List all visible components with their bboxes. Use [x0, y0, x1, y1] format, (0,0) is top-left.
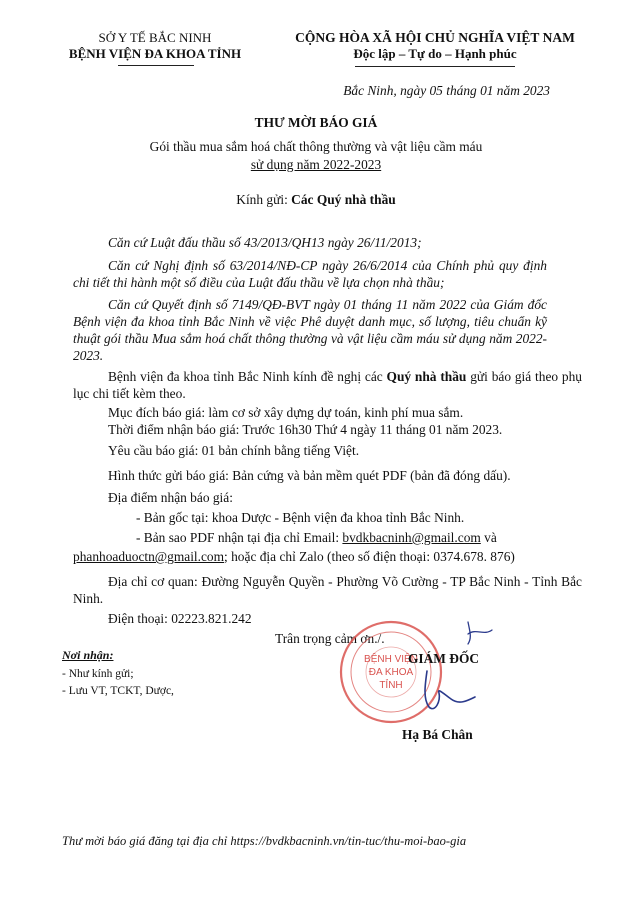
letter-subtitle-1: Gói thầu mua sắm hoá chất thông thường và vật liệu cầm máu [149, 139, 483, 154]
phone-line: Điện thoại: 02223.821.242 [108, 611, 252, 626]
letter-title: THƯ MỜI BÁO GIÁ [254, 115, 378, 130]
zalo-text: ; hoặc địa chỉ Zalo (theo số điện thoại: 0374.678. 876) [224, 549, 515, 564]
header-left [40, 30, 270, 62]
original-line: - Bản gốc tại: khoa Dược - Bệnh viện đa khoa tỉnh Bắc Ninh. [136, 510, 465, 525]
address-text: Địa chỉ cơ quan: Đường Nguyễn Quyền - Phường Võ Cường - TP Bắc Ninh - Tỉnh Bắc Ninh. [73, 574, 582, 606]
basis-3-text: Căn cứ Quyết định số 7149/QĐ-BVT ngày 01 tháng 11 năm 2022 của Giám đốc Bệnh viện đa khoa tỉnh Bắc Ninh về việc Phê duyệt danh mục, số lượng, tiêu chuẩn kỹ thuật gói thầu Mua sắm hoá chất thông thường và vật liệu cầm máu sử dụng năm 2022-2023. [73, 297, 547, 363]
national-title: CỘNG HÒA XÃ HỘI CHỦ NGHĨA VIỆT NAM [295, 30, 575, 45]
basis-2-text: Căn cứ Nghị định số 63/2014/NĐ-CP ngày 26/6/2014 của Chính phủ quy định chi tiết thi hành một số điều của Luật đấu thầu về lựa chọn nhà thầu; [73, 258, 547, 290]
greeting [0, 191, 632, 208]
header-left-rule [118, 65, 194, 66]
recipients-label [62, 648, 262, 663]
header-right [270, 30, 600, 62]
signer-name: Hạ Bá Chân [402, 727, 473, 742]
signature-icon [415, 665, 485, 715]
requirement-line: Yêu cầu báo giá: 01 bản chính bằng tiếng Việt. [108, 443, 360, 458]
basis-3 [73, 296, 547, 364]
purpose-line: Mục đích báo giá: làm cơ sở xây dựng dự toán, kinh phí mua sắm. [108, 405, 464, 420]
date-line: Bắc Ninh, ngày 05 tháng 01 năm 2023 [343, 83, 550, 98]
basis-1 [108, 234, 582, 251]
greeting-recipient: Các Quý nhà thầu [291, 192, 396, 207]
address-paragraph [73, 573, 582, 607]
request-part1: Bệnh viện đa khoa tỉnh Bắc Ninh kính đề nghị các [108, 369, 387, 384]
header-right-rule [355, 66, 515, 67]
pdf-and: và [480, 530, 497, 545]
greeting-prefix: Kính gửi: [236, 192, 292, 207]
recipient-line-1: - Như kính gửi; [62, 668, 134, 680]
letter-subtitle-2 [0, 156, 632, 173]
closing-line: Trân trọng cảm ơn./. [275, 631, 385, 646]
signer-role: GIÁM ĐỐC [408, 651, 480, 666]
pdf-paragraph-2 [73, 548, 593, 565]
basis-1-text: Căn cứ Luật đấu thầu số 43/2013/QH13 ngày 26/11/2013; [108, 235, 422, 250]
location-label: Địa điểm nhận báo giá: [108, 490, 233, 505]
footer-note: Thư mời báo giá đăng tại địa chỉ https://bvdkbacninh.vn/tin-tuc/thu-moi-bao-gia [62, 834, 467, 848]
initials-icon [460, 618, 500, 648]
national-motto: Độc lập – Tự do – Hạnh phúc [353, 46, 517, 61]
hospital-name: BỆNH VIỆN ĐA KHOA TỈNH [68, 46, 242, 61]
stamp-line-3: TỈNH [379, 680, 403, 691]
department-name: SỞ Y TẾ BẮC NINH [98, 30, 212, 45]
letter-subtitle-2-text: sử dụng năm 2022-2023 [250, 157, 382, 172]
handwritten-signature [415, 665, 485, 715]
request-bold: Quý nhà thầu [386, 369, 467, 384]
time-line: Thời điểm nhận báo giá: Trước 16h30 Thứ 4 ngày 11 tháng 01 năm 2023. [108, 422, 503, 437]
pdf-paragraph [73, 529, 582, 546]
email-link-2[interactable]: phanhoaduoctn@gmail.com [73, 549, 225, 564]
stamp-line-1: BỆNH VIỆN [364, 654, 418, 665]
email-link-1[interactable]: bvdkbacninh@gmail.com [342, 530, 481, 545]
recipients-label-text: Nơi nhận: [62, 648, 114, 662]
basis-2 [73, 257, 547, 291]
stamp-line-2: ĐA KHOA [368, 667, 414, 678]
pdf-prefix: - Bản sao PDF nhận tại địa chỉ Email: [136, 530, 343, 545]
request-paragraph [73, 368, 582, 402]
initials-mark [460, 618, 500, 648]
format-line: Hình thức gửi báo giá: Bản cứng và bản mềm quét PDF (bản đã đóng dấu). [108, 468, 511, 483]
recipient-line-2: - Lưu VT, TCKT, Dược, [62, 685, 174, 697]
request-part2: gửi báo giá theo phụ lục chi tiết kèm theo. [73, 369, 582, 401]
